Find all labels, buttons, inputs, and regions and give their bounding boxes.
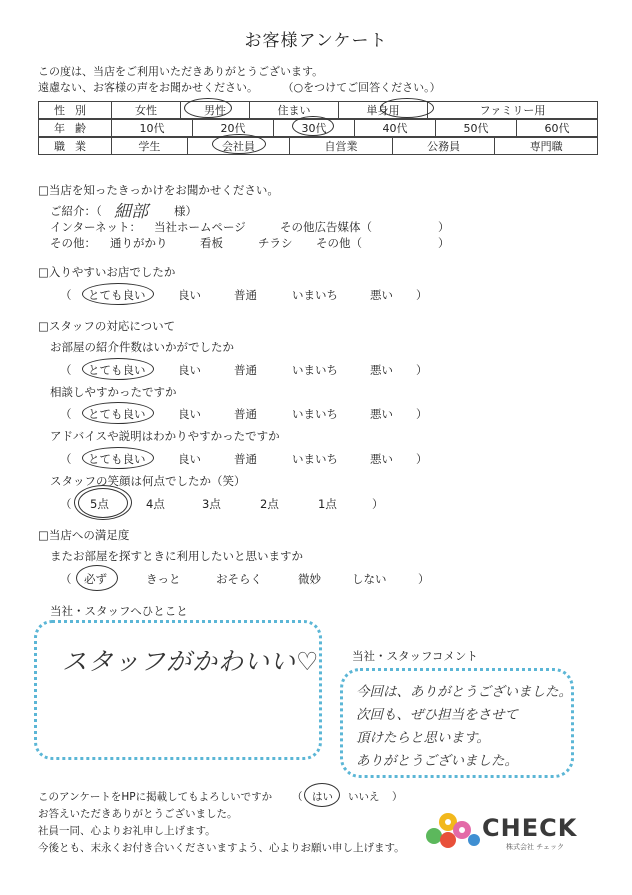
logo-sub: 株式会社 チェック bbox=[506, 843, 565, 851]
staff-comment-line-2: 次回も、ぜひ担当をさせて bbox=[356, 707, 518, 723]
q3a-opt-normal[interactable]: 普通 bbox=[234, 363, 257, 377]
footer-hp-yes[interactable]: はい bbox=[312, 791, 333, 803]
comment-box bbox=[34, 620, 322, 760]
q3-sub1: お部屋の紹介件数はいかがでしたか bbox=[50, 340, 234, 354]
label-age: 年齢 bbox=[39, 120, 112, 137]
q3a-opt-bad[interactable]: 悪い bbox=[370, 363, 393, 377]
q3-sub2: 相談しやすかったですか bbox=[50, 385, 177, 399]
option-age-30[interactable]: 30代 bbox=[274, 120, 355, 137]
comment-text: スタッフがかわいい♡ bbox=[62, 647, 320, 676]
profile-row-job bbox=[39, 138, 598, 155]
logo-name: CHECK bbox=[482, 814, 578, 842]
q3a-opt-very-good[interactable]: とても良い bbox=[88, 363, 146, 377]
q3-sub3: アドバイスや説明はわかりやすかったですか bbox=[50, 429, 280, 443]
q3a-opt-good[interactable]: 良い bbox=[178, 363, 201, 377]
q4-open: （ bbox=[60, 572, 72, 586]
intro-line-2-text: 遠慮ない、お客様の声をお聞かせください。 bbox=[38, 81, 258, 94]
option-family[interactable]: ファミリー用 bbox=[428, 102, 598, 119]
q2-close: ） bbox=[416, 288, 428, 302]
q1-other-walkby: 通りがかり bbox=[110, 236, 168, 250]
q1-internet-close: ） bbox=[438, 220, 450, 234]
q3d-opt-4[interactable]: 4点 bbox=[146, 497, 165, 511]
label-gender: 性別 bbox=[39, 102, 112, 119]
staff-comment-label: 当社・スタッフコメント bbox=[352, 649, 478, 663]
q3b-opt-bad[interactable]: 悪い bbox=[370, 407, 393, 421]
intro-line-2-note: （○をつけてご回答ください。） bbox=[288, 81, 441, 94]
q4-opt-definitely[interactable]: 必ず bbox=[84, 572, 107, 586]
q1-question: □当店を知ったきっかけをお聞かせください。 bbox=[38, 183, 279, 197]
q1-internet-other: その他広告媒体（ bbox=[280, 220, 372, 234]
option-employee[interactable]: 会社員 bbox=[187, 138, 290, 155]
q3d-opt-2[interactable]: 2点 bbox=[260, 497, 279, 511]
q3b-opt-very-good[interactable]: とても良い bbox=[88, 407, 146, 421]
option-student[interactable]: 学生 bbox=[112, 138, 188, 155]
q2-opt-very-good[interactable]: とても良い bbox=[88, 288, 146, 302]
q1-internet-hp: 当社ホームページ bbox=[154, 220, 246, 234]
q2-opt-good[interactable]: 良い bbox=[178, 288, 201, 302]
q3b-opt-good[interactable]: 良い bbox=[178, 407, 201, 421]
answer-circle-male bbox=[184, 98, 232, 118]
q3d-opt-5[interactable]: 5点 bbox=[90, 497, 109, 511]
q2-opt-not-great[interactable]: いまいち bbox=[292, 288, 338, 302]
answer-circle-q4 bbox=[76, 565, 118, 591]
q3a-open: （ bbox=[60, 363, 72, 377]
option-age-60[interactable]: 60代 bbox=[517, 120, 598, 137]
q1-other-other: その他（ bbox=[316, 236, 362, 250]
q1-other-close: ） bbox=[438, 236, 450, 250]
q1-referral-prefix: ご紹介：（ bbox=[50, 204, 102, 218]
answer-circle-q3d-outer bbox=[74, 485, 132, 520]
staff-comment-line-4: ありがとうございました。 bbox=[356, 753, 518, 769]
q3-question: □スタッフの対応について bbox=[38, 319, 176, 333]
q2-open: （ bbox=[60, 288, 72, 302]
option-female[interactable]: 女性 bbox=[112, 102, 181, 119]
q3d-opt-1[interactable]: 1点 bbox=[318, 497, 337, 511]
q3d-opt-3[interactable]: 3点 bbox=[202, 497, 221, 511]
option-age-10[interactable]: 10代 bbox=[112, 120, 193, 137]
q1-referral-name: 細部 bbox=[114, 202, 148, 222]
q2-question: □入りやすいお店でしたか bbox=[38, 265, 176, 279]
answer-circle-employee bbox=[212, 134, 266, 154]
footer-closing: 今後とも、末永くお付き合いくださいますよう、心よりお願い申し上げます。 bbox=[38, 842, 405, 854]
staff-comment-line-3: 頂けたらと思います。 bbox=[356, 730, 490, 746]
option-single[interactable]: 単身用 bbox=[339, 102, 428, 119]
q1-referral-suffix: 様） bbox=[174, 204, 197, 218]
q4-sub: またお部屋を探すときに利用したいと思いますか bbox=[50, 549, 303, 563]
q1-other-flyer: チラシ bbox=[258, 236, 293, 250]
footer-staff: 社員一同、心よりお礼申し上げます。 bbox=[38, 825, 216, 837]
footer-hp-no[interactable]: いいえ bbox=[348, 791, 380, 803]
profile-table-job bbox=[38, 137, 598, 155]
q4-opt-probably[interactable]: きっと bbox=[146, 572, 181, 586]
q4-opt-unsure[interactable]: 微妙 bbox=[298, 572, 321, 586]
label-job: 職業 bbox=[39, 138, 112, 155]
option-self-employed[interactable]: 自営業 bbox=[290, 138, 393, 155]
label-housing: 住まい bbox=[250, 102, 339, 119]
option-age-50[interactable]: 50代 bbox=[436, 120, 517, 137]
footer-thanks: お答えいただきありがとうございました。 bbox=[38, 808, 238, 820]
q3c-close: ） bbox=[416, 452, 428, 466]
option-age-20[interactable]: 20代 bbox=[193, 120, 274, 137]
q3c-open: （ bbox=[60, 452, 72, 466]
q3a-close: ） bbox=[416, 363, 428, 377]
q1-internet-label: インターネット： bbox=[50, 220, 141, 234]
q2-opt-normal[interactable]: 普通 bbox=[234, 288, 257, 302]
q4-opt-maybe[interactable]: おそらく bbox=[216, 572, 262, 586]
q3c-opt-not-great[interactable]: いまいち bbox=[292, 452, 338, 466]
page-title: お客様アンケート bbox=[244, 31, 388, 51]
q4-opt-no[interactable]: しない bbox=[352, 572, 387, 586]
answer-circle-q2 bbox=[82, 283, 154, 305]
q3d-open: （ bbox=[60, 497, 72, 511]
q3c-opt-normal[interactable]: 普通 bbox=[234, 452, 257, 466]
answer-circle-q3c bbox=[82, 447, 154, 469]
footer-hp-close: ） bbox=[392, 791, 403, 803]
staff-comment-line-1: 今回は、ありがとうございました。 bbox=[356, 684, 572, 700]
answer-circle-30s bbox=[292, 116, 334, 136]
logo-flower-icon bbox=[424, 806, 484, 854]
answer-circle-q3a bbox=[82, 358, 154, 380]
q3c-opt-bad[interactable]: 悪い bbox=[370, 452, 393, 466]
option-age-40[interactable]: 40代 bbox=[355, 120, 436, 137]
q3c-opt-very-good[interactable]: とても良い bbox=[88, 452, 146, 466]
option-specialist[interactable]: 専門職 bbox=[495, 138, 598, 155]
footer-hp-question: このアンケートをHPに掲載してもよろしいですか bbox=[38, 791, 273, 803]
answer-circle-single bbox=[380, 98, 434, 118]
q1-other-label: その他： bbox=[50, 236, 96, 250]
q3c-opt-good[interactable]: 良い bbox=[178, 452, 201, 466]
q3b-opt-normal[interactable]: 普通 bbox=[234, 407, 257, 421]
q1-other-sign: 看板 bbox=[200, 236, 223, 250]
answer-circle-q3b bbox=[82, 402, 154, 424]
comment-label: 当社・スタッフへひとこと bbox=[50, 604, 188, 618]
option-civil-servant[interactable]: 公務員 bbox=[392, 138, 495, 155]
intro-line-2 bbox=[38, 80, 441, 96]
q2-opt-bad[interactable]: 悪い bbox=[370, 288, 393, 302]
q4-question: □当店への満足度 bbox=[38, 528, 130, 542]
q3-sub4: スタッフの笑顔は何点でしたか（笑） bbox=[50, 474, 246, 488]
footer-hp-open: （ bbox=[292, 791, 303, 803]
q3d-close: ） bbox=[372, 497, 384, 511]
q3a-opt-not-great[interactable]: いまいち bbox=[292, 363, 338, 377]
q3b-close: ） bbox=[416, 407, 428, 421]
intro-line-1: この度は、当店をご利用いただきありがとうございます。 bbox=[38, 65, 324, 78]
q4-close: ） bbox=[418, 572, 430, 586]
q3b-open: （ bbox=[60, 407, 72, 421]
answer-circle-hp bbox=[304, 783, 340, 807]
option-male[interactable]: 男性 bbox=[181, 102, 250, 119]
q3b-opt-not-great[interactable]: いまいち bbox=[292, 407, 338, 421]
